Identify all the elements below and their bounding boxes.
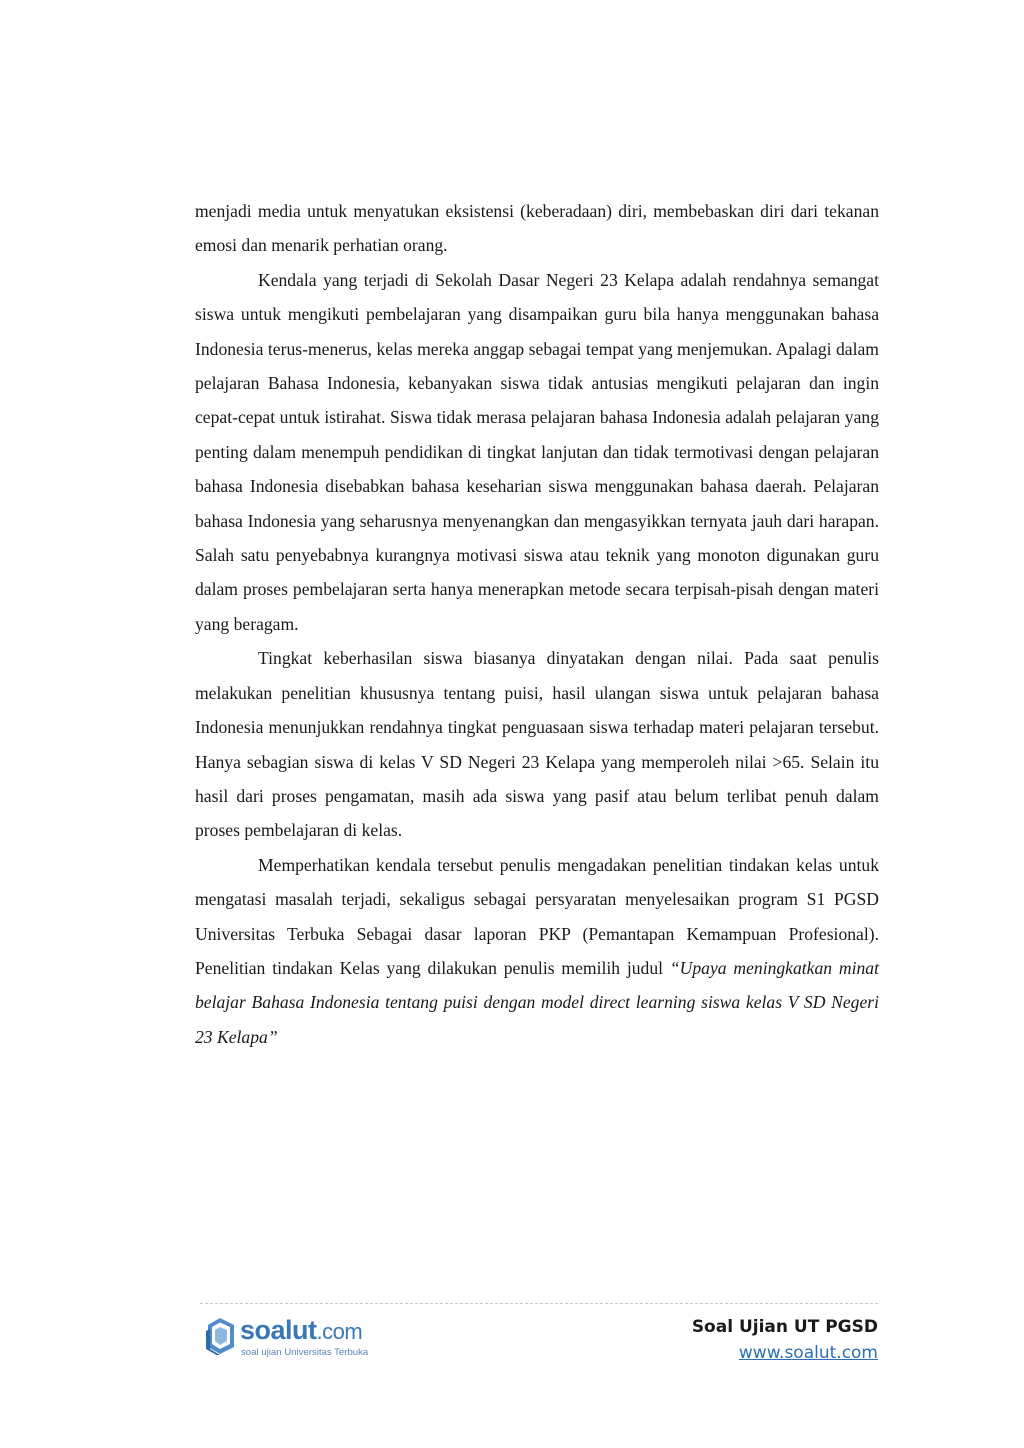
paragraph-4 bbox=[195, 848, 879, 1054]
paragraph-3: Tingkat keberhasilan siswa biasanya dinyatakan dengan nilai. Pada saat penulis melakukan penelitian khususnya tentang puisi, hasil ulangan siswa untuk pelajaran bahasa Indonesia menunjukkan rendahnya tingkat penguasaan siswa terhadap materi pelajaran tersebut. Hanya sebagian siswa di kelas V SD Negeri 23 Kelapa yang memperoleh nilai >65. Selain itu hasil dari proses pengamatan, masih ada siswa yang pasif atau belum terlibat penuh dalam proses pembelajaran di kelas. bbox=[195, 648, 879, 841]
paragraph-4-text: Memperhatikan kendala tersebut penulis mengadakan penelitian tindakan kelas untuk mengatasi masalah terjadi, sekaligus sebagai persyaratan menyelesaikan program S1 PGSD Universitas Terbuka Sebagai dasar laporan PKP (Pemantapan Kemampuan Profesional). Penelitian tindakan Kelas yang dilakukan penulis memilih judul bbox=[195, 854, 879, 978]
book-icon bbox=[204, 1313, 238, 1355]
page-body bbox=[195, 194, 879, 1054]
paragraph-2: Kendala yang terjadi di Sekolah Dasar Negeri 23 Kelapa adalah rendahnya semangat siswa untuk mengikuti pembelajaran yang disampaikan guru bila hanya menggunakan bahasa Indonesia terus-menerus, kelas mereka anggap sebagai tempat yang menjemukan. Apalagi dalam pelajaran Bahasa Indonesia, kebanyakan siswa tidak antusias mengikuti pelajaran dan ingin cepat-cepat untuk istirahat. Siswa tidak merasa pelajaran bahasa Indonesia adalah pelajaran yang penting dalam menempuh pendidikan di tingkat lanjutan dan tidak termotivasi dengan pelajaran bahasa Indonesia disebabkan bahasa keseharian siswa menggunakan bahasa daerah. Pelajaran bahasa Indonesia yang seharusnya menyenangkan dan mengasyikkan ternyata jauh dari harapan. Salah satu penyebabnya kurangnya motivasi siswa atau teknik yang monoton digunakan guru dalam proses pembelajaran serta hanya menerapkan metode secara terpisah-pisah dengan materi yang beragam. bbox=[195, 269, 879, 634]
logo-suffix: .com bbox=[316, 1319, 363, 1344]
logo-word: soalut bbox=[240, 1315, 317, 1345]
footer-title: Soal Ujian UT PGSD bbox=[691, 1317, 878, 1337]
logo-wordmark bbox=[240, 1315, 362, 1346]
footer-url-link[interactable]: www.soalut.com bbox=[738, 1343, 878, 1363]
research-title: “Upaya meningkatkan minat belajar Bahasa Indonesia tentang puisi dengan model direct learning siswa kelas V SD Negeri 23 Kelapa” bbox=[195, 957, 879, 1047]
footer-divider bbox=[200, 1303, 878, 1304]
footer-info bbox=[692, 1314, 878, 1366]
paragraph-1: menjadi media untuk menyatukan eksistensi (keberadaan) diri, membebaskan diri dari tekanan emosi dan menarik perhatian orang. bbox=[195, 201, 879, 256]
soalut-logo bbox=[204, 1313, 404, 1363]
logo-tagline: soal ujian Universitas Terbuka bbox=[241, 1347, 369, 1358]
